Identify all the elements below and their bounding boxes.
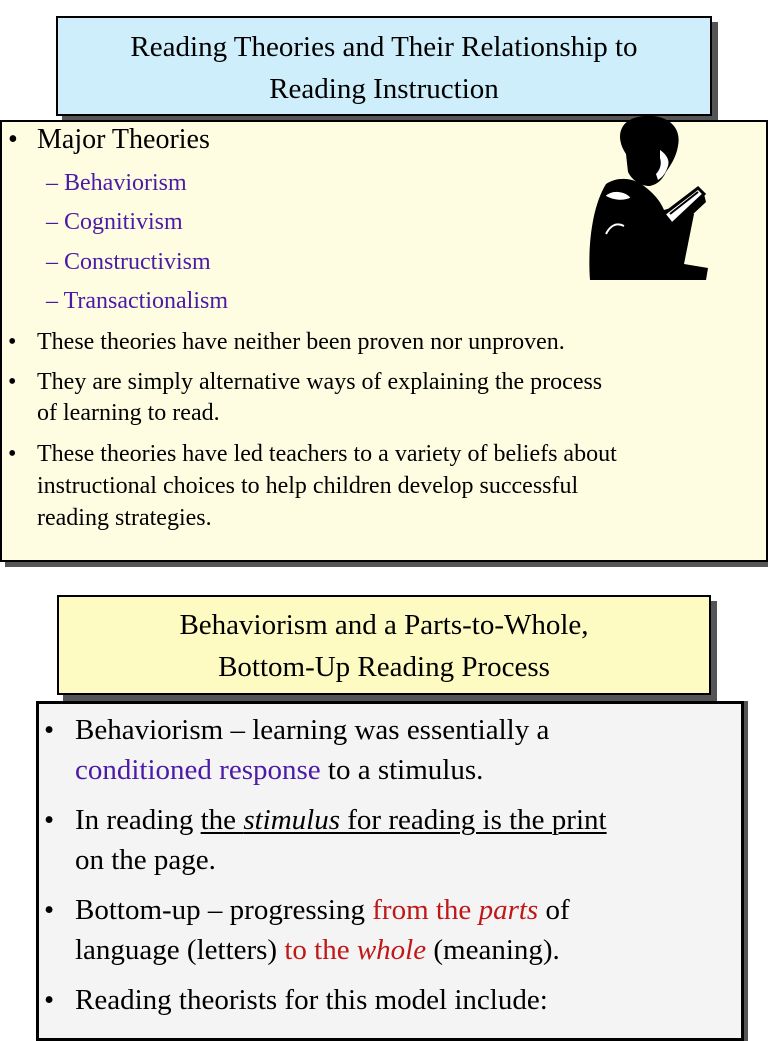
slide2-title-box: [57, 595, 711, 695]
slide1-title-box: [56, 16, 712, 116]
b2-line2: on the page.: [75, 844, 216, 876]
b3-line1: [75, 890, 570, 930]
bullet-dot: •: [8, 329, 17, 355]
theory-label: Constructivism: [64, 249, 211, 275]
b2-u1: the: [200, 804, 244, 836]
b1-line2: [75, 750, 483, 790]
bullet-dot: •: [8, 441, 17, 467]
b3-line1-post: of: [538, 894, 570, 926]
slide1-title-line1: Reading Theories and Their Relationship to: [130, 31, 638, 63]
bullet-dot: •: [44, 984, 55, 1016]
bullet-dot: •: [44, 894, 55, 926]
b3-line2: [75, 930, 560, 970]
b3-line1-pre: Bottom-up – progressing: [75, 894, 373, 926]
point3-line1: These theories have led teachers to a variety of beliefs about: [37, 441, 617, 467]
point3-line3: reading strategies.: [37, 505, 212, 531]
bullet-dot: •: [8, 124, 18, 155]
bullet-dot: •: [44, 804, 55, 836]
child-reading-book-icon: [586, 114, 710, 282]
major-theories-label: Major Theories: [37, 124, 210, 155]
b3-line2-pre: language (letters): [75, 934, 285, 966]
b2-stimulus-italic: stimulus: [243, 804, 340, 836]
b2-u2: for reading is the print: [340, 804, 607, 836]
b3-whole-italic: whole: [356, 934, 427, 966]
theory-label: Cognitivism: [64, 209, 183, 235]
bullet-dot: •: [8, 369, 17, 395]
slide2-title-line1: Behaviorism and a Parts-to-Whole,: [179, 609, 589, 641]
bullet-dot: •: [44, 714, 55, 746]
theory-item-constructivism: [46, 249, 211, 276]
b4-line1: Reading theorists for this model include:: [75, 984, 548, 1016]
theory-label: Behaviorism: [64, 170, 187, 196]
point1-text: These theories have neither been proven nor unproven.: [37, 329, 565, 355]
theory-item-behaviorism: [46, 170, 187, 197]
conditioned-response-text: conditioned response: [75, 754, 321, 786]
dash-glyph: –: [46, 170, 58, 196]
b2-line1-pre: In reading: [75, 804, 201, 836]
b1-line2-rest: to a stimulus.: [320, 754, 484, 786]
point2-line2: of learning to read.: [37, 400, 220, 426]
b2-underlined-phrase: [201, 804, 607, 836]
dash-glyph: –: [46, 249, 58, 275]
point3-line2: instructional choices to help children develop successful: [37, 473, 579, 499]
slide2-title-line2: Bottom-Up Reading Process: [218, 651, 550, 683]
b3-line2-post: (meaning).: [426, 934, 560, 966]
theory-label: Transactionalism: [63, 288, 229, 314]
b1-line1: Behaviorism – learning was essentially a: [75, 714, 550, 746]
b2-line1: [75, 800, 607, 840]
theory-item-cognitivism: [46, 209, 183, 236]
b3-parts-italic: parts: [478, 894, 539, 926]
slide1-title-line2: Reading Instruction: [269, 73, 499, 105]
theory-item-transactionalism: [46, 288, 228, 315]
dash-glyph: –: [46, 288, 58, 314]
b3-from-the-text: from the: [372, 894, 479, 926]
dash-glyph: –: [46, 209, 58, 235]
point2-line1: They are simply alternative ways of explaining the process: [37, 369, 603, 395]
b3-to-the-text: to the: [284, 934, 357, 966]
